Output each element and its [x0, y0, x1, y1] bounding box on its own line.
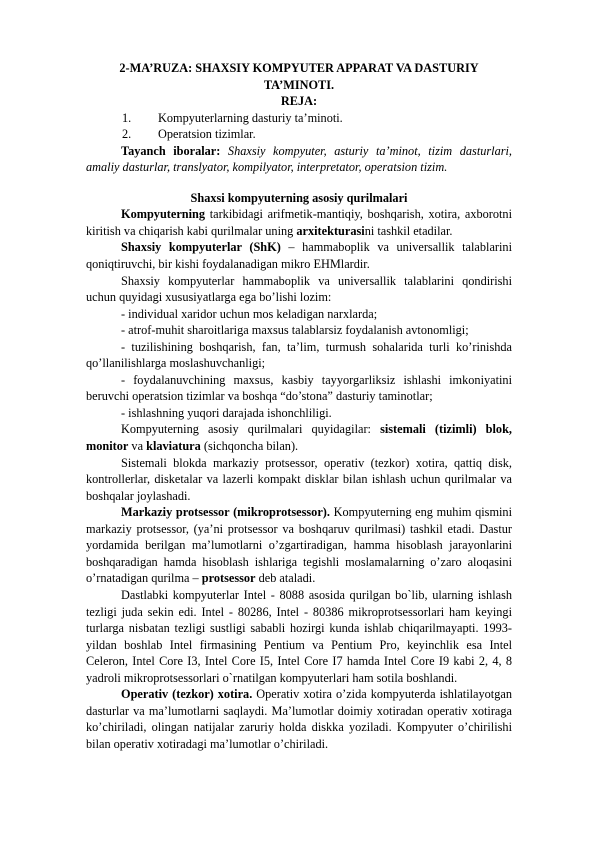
plan-item-text: Operatsion tizimlar.: [158, 127, 256, 142]
plan-item-text: Kompyuterlarning dasturiy ta’minoti.: [158, 110, 343, 125]
plan-heading: REJA:: [280, 94, 318, 109]
paragraph-main-devices: [86, 421, 512, 454]
list-item: - ishlashning yuqori darajada ishonchliligi.: [121, 405, 332, 420]
paragraph-intel: Dastlabki kompyuterlar Intel - 8088 asosida qurilgan bo`lib, ularning ishlash tezligi juda sekin edi. Intel - 80286, Intel - 80386 mikroprotsessorlari ham keyingi turlarga nisbatan tezligi sustligi sababli hozirgi kunda ishlab chiqarilmayapti. 1993-yildan boshlab Intel firmasining Pentium va Pentium Pro, keyinchlik esa Intel Celeron, Intel Core I3, Intel Core I5, Intel Core I7 hamda Intel Core I9 kabi 2, 4, 8 yadroli mikroprotsessorlari o`rnatilgan kompyuterlari ham sotila boshlandi.: [86, 587, 512, 685]
paragraph-text: Kompyuterning asosiy qurilmalari quyidagilar:: [121, 422, 381, 437]
term-cpu: Markaziy protsessor (mikroprotsessor).: [121, 505, 330, 520]
list-item: - individual xaridor uchun mos keladigan narxlarda;: [121, 306, 378, 321]
plan-item-number: 2.: [122, 127, 132, 142]
term-protsessor: protsessor: [201, 571, 256, 586]
section-title: Shaxsi kompyuterning asosiy qurilmalari: [190, 190, 408, 205]
paragraph-cpu: [86, 504, 512, 587]
term-arxitektura: arxitekturasi: [296, 223, 365, 238]
term-ram: Operativ (tezkor) xotira.: [121, 687, 253, 702]
keywords-label: Tayanch iboralar:: [121, 143, 221, 158]
paragraph-system-block: Sistemali blokda markaziy protsessor, operativ (tezkor) xotira, qattiq disk, kontrollerlar, disketalar va lazerli kompakt disklar bilan ishlash uchun qurilmalar va boshqalar joylashadi.: [86, 455, 512, 503]
paragraph-shk: [86, 239, 512, 272]
paragraph-text: Kompyuterning eng muhim qismini markaziy protsessor, (ya’ni protsessor va boshqaruv qurilmasi) tashkil etadi. Dastur yordamida berilgan ma’lumotlarni o’zgartiradigan, hamma hisoblash jarayonlarini boshqaradigan hamda hisoblash ishlariga tegishli moslamalarning o’zaro aloqasini o’rnatadigan qurilma –: [86, 505, 512, 586]
lecture-title: 2-MA’RUZA: SHAXSIY KOMPYUTER APPARAT VA DASTURIY TA’MINOTI.: [119, 61, 479, 92]
paragraph-text: ni tashkil etadilar.: [364, 223, 453, 238]
list-item: - foydalanuvchining maxsus, kasbiy tayyorgarliksiz ishlashi imkoniyatini beruvchi operatsion tizimlar va boshqa “do’stona” dasturiy taminotlar;: [86, 372, 512, 404]
term-shk: Shaxsiy kompyuterlar (ShK): [121, 240, 281, 255]
term-keyboard: klaviatura: [146, 439, 201, 454]
list-item: - atrof-muhit sharoitlariga maxsus talablarsiz foydalanish avtonomligi;: [121, 323, 469, 338]
plan-item-number: 1.: [122, 110, 132, 125]
document-content: [86, 60, 512, 752]
list-item: - tuzilishining boshqarish, fan, ta’lim, turmush sohalarida turli ko’rinishda qo’llanilishlarga moslashuvchanligi;: [86, 339, 512, 371]
term-kompyuterning: Kompyuterning: [121, 207, 206, 222]
paragraph-text: (sichqoncha bilan).: [200, 439, 299, 454]
paragraph-text: – hammaboplik va universallik talablarini qoniqtiruvchi, bir kishi foydalanadigan mikro EHMlardir.: [86, 240, 512, 272]
paragraph-text: Operativ xotira o’zida kompyuterda ishlatilayotgan dasturlar va ma’lumotlarni saqlaydi. Ma’lumotlar doimiy xotiradan operativ xotiraga ko’chiriladi, olingan natijalar zaruriy holda diskka yoziladi. Kompyuter o’chirilishi bilan operativ xotiradagi ma’lumotlar o’chiriladi.: [86, 687, 512, 751]
paragraph-text: tarkibidagi arifmetik-mantiqiy, boshqarish, xotira, axborotni kiritish va chiqarish kabi qurilmalar uning: [86, 207, 512, 238]
paragraph-requirements: Shaxsiy kompyuterlar hammaboplik va universallik talablarini qondirishi uchun quyidagi xususiyatlarga ega bo’lishi lozim:: [86, 273, 512, 305]
keywords-paragraph: [86, 143, 512, 176]
term-system-block: sistemali (tizimli) blok, monitor: [86, 422, 512, 454]
paragraph-text: deb ataladi.: [255, 571, 316, 586]
plan-item: [86, 126, 512, 143]
keywords-text: Shaxsiy kompyuter, asturiy ta’minot, tizim dasturlari, amaliy dasturlar, translyator, kompilyator, interpretator, operatsion tizim.: [86, 143, 513, 175]
plan-item: [86, 110, 512, 127]
paragraph-architecture: [86, 206, 512, 239]
paragraph-text: va: [128, 439, 147, 454]
paragraph-ram: [86, 686, 512, 752]
